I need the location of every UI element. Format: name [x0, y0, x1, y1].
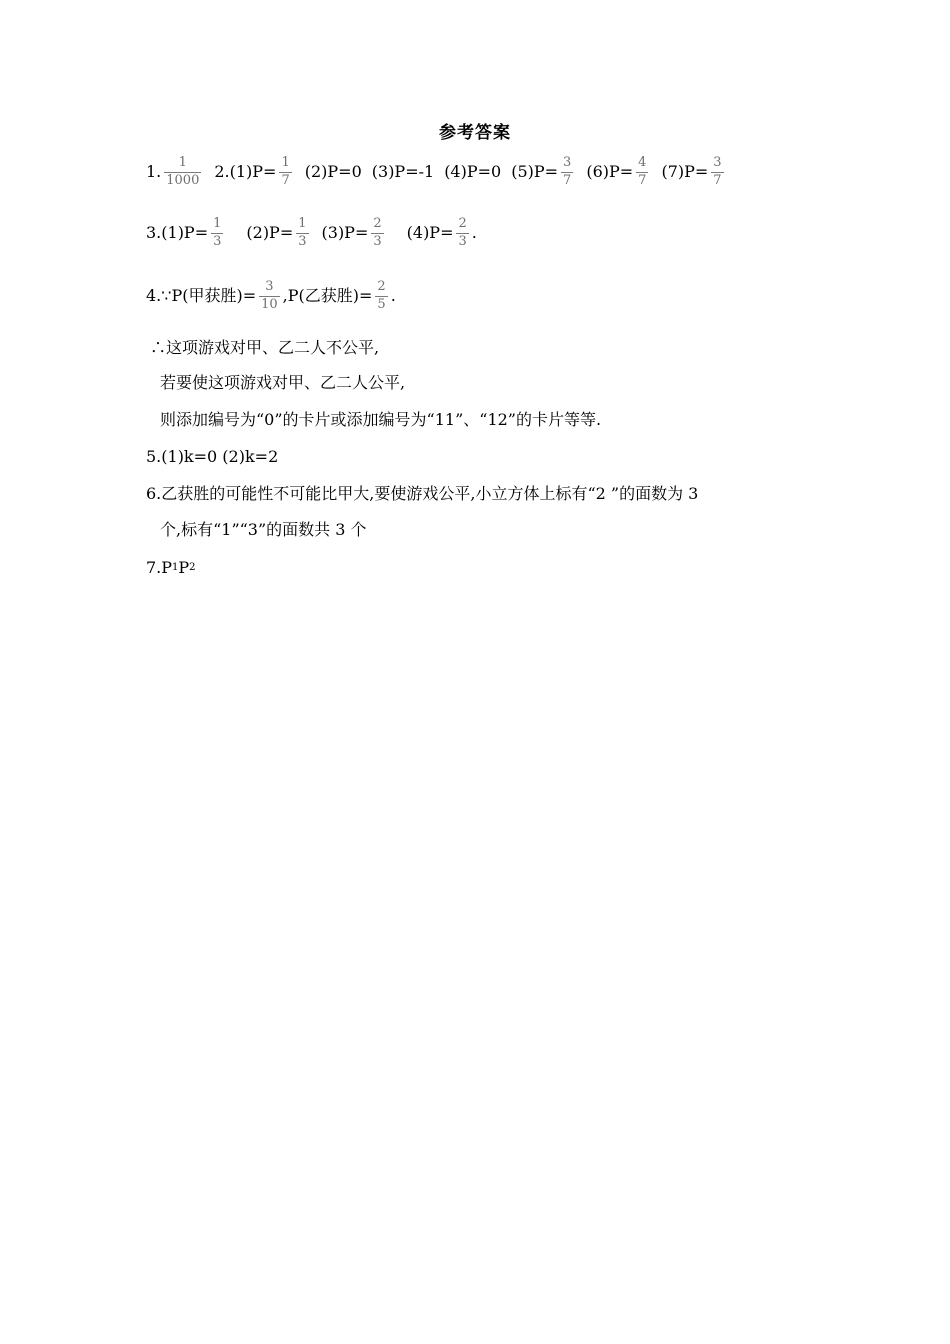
- q2-fraction-6: $\frac{4}{7}$: [638, 155, 647, 188]
- answer-line-4: [146, 280, 396, 311]
- answer-line-3: [146, 217, 477, 248]
- q2-fraction-7: $\frac{3}{7}$: [713, 155, 722, 188]
- q4-end: .: [390, 285, 396, 305]
- q2-part1: 2.(1)P=: [214, 161, 277, 181]
- q4-condition-line: 若要使这项游戏对甲、乙二人公平,: [160, 373, 406, 392]
- q2-part3: (3)P=-1: [371, 161, 435, 181]
- q4-conclusion-line: ∴这项游戏对甲、乙二人不公平,: [150, 338, 380, 357]
- q3-part3: (3)P=: [321, 222, 369, 242]
- q2-part2: (2)P=0: [304, 161, 362, 181]
- q1-label: 1.: [146, 161, 162, 181]
- q2-part4: (4)P=0: [444, 161, 502, 181]
- q2-part7: (7)P=: [661, 161, 709, 181]
- q3-part1: 3.(1)P=: [146, 222, 209, 242]
- q4-part-a: 4.∵P(甲获胜)=: [146, 285, 257, 305]
- q2-part6: (6)P=: [586, 161, 634, 181]
- answer-line-5: 5.(1)k=0 (2)k=2: [146, 447, 279, 466]
- q3-part4: (4)P=: [406, 222, 454, 242]
- q3-part2: (2)P=: [246, 222, 294, 242]
- q3-end: .: [471, 222, 477, 242]
- q4-part-b: ,P(乙获胜)=: [282, 285, 373, 305]
- answer-line-7: 7.P 1 P 2: [146, 558, 196, 577]
- q1-fraction: $\frac{1}{1000}$: [166, 155, 200, 188]
- q3-fraction-1: $\frac{1}{3}$: [213, 216, 222, 249]
- q3-fraction-4: $\frac{2}{3}$: [458, 216, 467, 249]
- q4-fraction-b: $\frac{2}{5}$: [377, 279, 386, 312]
- answer-line-6-part1: 6.乙获胜的可能性不可能比甲大,要使游戏公平,小立方体上标有“2 ”的面数为 3: [146, 484, 699, 503]
- q2-fraction-5: $\frac{3}{7}$: [563, 155, 572, 188]
- page-title: 参考答案: [439, 123, 511, 143]
- answer-line-1-2: [146, 156, 727, 187]
- q3-fraction-3: $\frac{2}{3}$: [373, 216, 382, 249]
- q2-fraction-1: $\frac{1}{7}$: [281, 155, 290, 188]
- q4-fraction-a: $\frac{3}{10}$: [261, 279, 278, 312]
- answer-line-6-part2: 个,标有“1”“3”的面数共 3 个: [160, 520, 367, 539]
- q2-part5: (5)P=: [511, 161, 559, 181]
- q3-fraction-2: $\frac{1}{3}$: [298, 216, 307, 249]
- q4-method-line: 则添加编号为“0”的卡片或添加编号为“11”、“12”的卡片等等.: [160, 410, 602, 429]
